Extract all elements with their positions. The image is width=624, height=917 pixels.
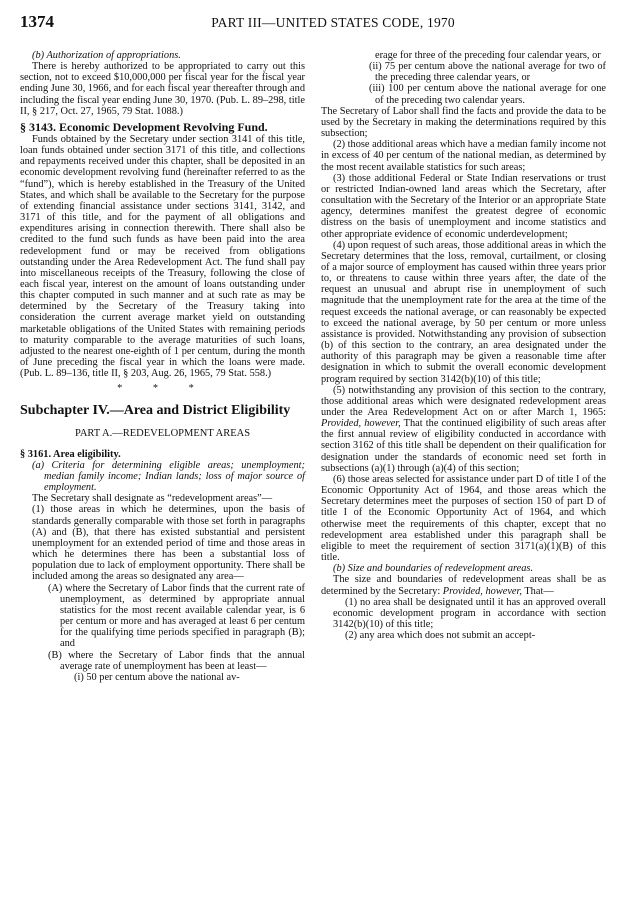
paragraph-3: (3) those additional Federal or State Indian reservations or trust or restricted Indian-owned land areas which the Secretary, after consultation with the Secretary of the Interior or an appropriate State agency, determines manifest the greatest degree of economic distress on the basis of unemployment and income statistics and other appropriate evidence of economic underdevelopment; xyxy=(321,172,606,240)
running-title: PART III—UNITED STATES CODE, 1970 xyxy=(211,15,455,30)
auth-heading: (b) Authorization of appropriations. xyxy=(32,50,181,61)
sec-3143-heading: § 3143. Economic Development Revolving Fund. xyxy=(20,119,268,134)
size-paragraph-2: (2) any area which does not submit an accept- xyxy=(345,630,536,642)
paragraph-1: (1) those areas in which he determines, upon the basis of standards generally comparable with those set forth in paragraphs (A) and (B), that there has existed substantial and persistent unemployment for an extended period of time and those areas in which he determines there has been a substantial loss of population due to lack of employment opportunity. There shall be included among the areas so designated any area— xyxy=(32,504,305,583)
size-text-start: The size and boundaries of redevelopment areas shall be as determined by the Secretary: xyxy=(321,574,606,597)
paragraph-5-text-cont: That the continued eligibility of such areas after the first annual review of eligibility conducted in accordance with section 3162 of this title shall be dependent on their qualification for designation under the standards of economic need set forth in subsections (a)(1) through (a)(4) of this section; xyxy=(321,418,606,474)
left-column xyxy=(20,50,305,683)
paragraph-4: (4) upon request of such areas, those additional areas in which the Secretary determines that the loss, removal, curtailment, or closing of a major source of employment has caused within three years prior to, or threatens to cause within three years after, the date of the request an unusual and abrupt rise in unemployment of such magnitude that the unemployment rate for the area at the time of the request exceeds the national average, or can reasonably be expected to exceed the national average, by 50 per centum or more unless assistance is provided. Notwithstanding any provision of subsection (b) of this section to the contrary, an area designated under the authority of this paragraph may be given a reasonable time after designation in which to submit the overall economic development program required by section 3142(b)(10) of this title; xyxy=(321,239,606,385)
paragraph-B-i: (i) 50 per centum above the national av- xyxy=(74,671,240,683)
page-number: 1374 xyxy=(20,12,54,31)
criteria-intro: The Secretary shall designate as “redevelopment areas”— xyxy=(32,493,273,505)
paragraph-B: (B) where the Secretary of Labor finds that the annual average rate of unemployment has been at least— xyxy=(48,649,305,672)
paragraph-5-text: (5) notwithstanding any provision of this section to the contrary, those additional areas which were designated redevelopment areas under the Area Redevelopment Act on or after March 1, 1965: xyxy=(321,384,606,418)
size-paragraph-1: (1) no area shall be designated until it has an approved overall economic development program in accordance with section 3142(b)(10) of this title; xyxy=(333,596,606,630)
paragraph-A: (A) where the Secretary of Labor finds that the current rate of unemployment, as determined by appropriate annual statistics for the most recent available calendar year, is 6 per centum or more and has averaged at least 6 per centum for the qualifying time periods specified in paragraph (B); and xyxy=(48,582,305,650)
paragraph-2: (2) those additional areas which have a median family income not in excess of 40 per centum of the national median, as determined by the most recent available statistics for such areas; xyxy=(321,139,606,173)
paragraph-6: (6) those areas selected for assistance under part D of title I of the Economic Opportunity Act of 1964, and those areas which the Secretary determines meet the purposes of section 150 of part D of title I of the Economic Opportunity Act of 1964, and which otherwise meet the requirements of this chapter, except that no redevelopment area established under this paragraph shall be eligible to meet the requirement of section 3171(a)(1)(B) of this title. xyxy=(321,473,606,564)
paragraph-B-i-continued: erage for three of the preceding four calendar years, or xyxy=(375,50,601,61)
paragraph-5 xyxy=(321,385,606,474)
subchapter-heading: Subchapter IV.—Area and District Eligibility xyxy=(20,402,291,418)
part-heading: PART A.—REDEVELOPMENT AREAS xyxy=(74,427,251,439)
section-separator-stars: * * * xyxy=(117,383,208,395)
size-heading: (b) Size and boundaries of redevelopment areas. xyxy=(333,563,534,575)
size-text-end: That— xyxy=(521,585,554,597)
size-text xyxy=(321,574,606,596)
sec-3143-text: Funds obtained by the Secretary under section 3141 of this title, loan funds obtained under section 3171 of this title, and collections and repayments received under this chapter, shall be deposited in an economic development revolving fund (hereinafter referred to as the “fund”), which is hereby established in the Treasury of the United States, and which shall be available to the Secretary for the purpose of extending financial assistance under sections 3141, 3142, and 3171 of this title, and for the payment of all obligations and expenditures arising in connection therewith. There shall also be credited to the fund such funds as have been paid into the area redevelopment fund or may be received from obligations outstanding under the Area Redevelopment Act. The fund shall pay into miscellaneous receipts of the Treasury, following the close of each fiscal year, interest on the amount of loans outstanding under this chapter computed in such manner and at such rate as may be determined by the Secretary of the Treasury taking into consideration the current average market yield on outstanding marketable obligations of the United States with remaining periods to maturity comparable to the average maturities of such loans, adjusted to the nearest one-eighth of 1 per centum, during the month of June preceding the fiscal year in which the loans were made. (Pub. L. 89–136, title II, § 203, Aug. 26, 1965, 79 Stat. 558.) xyxy=(20,133,305,380)
criteria-heading: (a) Criteria for determining eligible areas; unemployment; median family income; Indian lands; loss of major source of employment. xyxy=(32,459,305,494)
page-header xyxy=(20,12,606,38)
size-proviso: Provided, however, xyxy=(442,585,522,597)
paragraph-5-proviso: Provided, however, xyxy=(321,418,401,430)
labor-facts-text: The Secretary of Labor shall find the facts and provide the data to be used by the Secretary in making the determinations required by this subsection; xyxy=(321,105,606,140)
paragraph-B-iii: (iii) 100 per centum above the national average for one of the preceding two calendar years. xyxy=(369,83,606,106)
two-column-body xyxy=(20,50,606,683)
sec-3161-heading: § 3161. Area eligibility. xyxy=(20,448,121,460)
auth-text: There is hereby authorized to be appropriated to carry out this section, not to exceed $10,000,000 per fiscal year for the fiscal year ending June 30, 1966, and for each fiscal year thereafter through and including the fiscal year ending June 30, 1970. (Pub. L. 89–298, title II, § 217, Oct. 27, 1965, 79 Stat. 1088.) xyxy=(20,61,305,117)
right-column xyxy=(321,50,606,683)
paragraph-B-ii: (ii) 75 per centum above the national average for two of the preceding three calendar years, or xyxy=(369,61,606,84)
